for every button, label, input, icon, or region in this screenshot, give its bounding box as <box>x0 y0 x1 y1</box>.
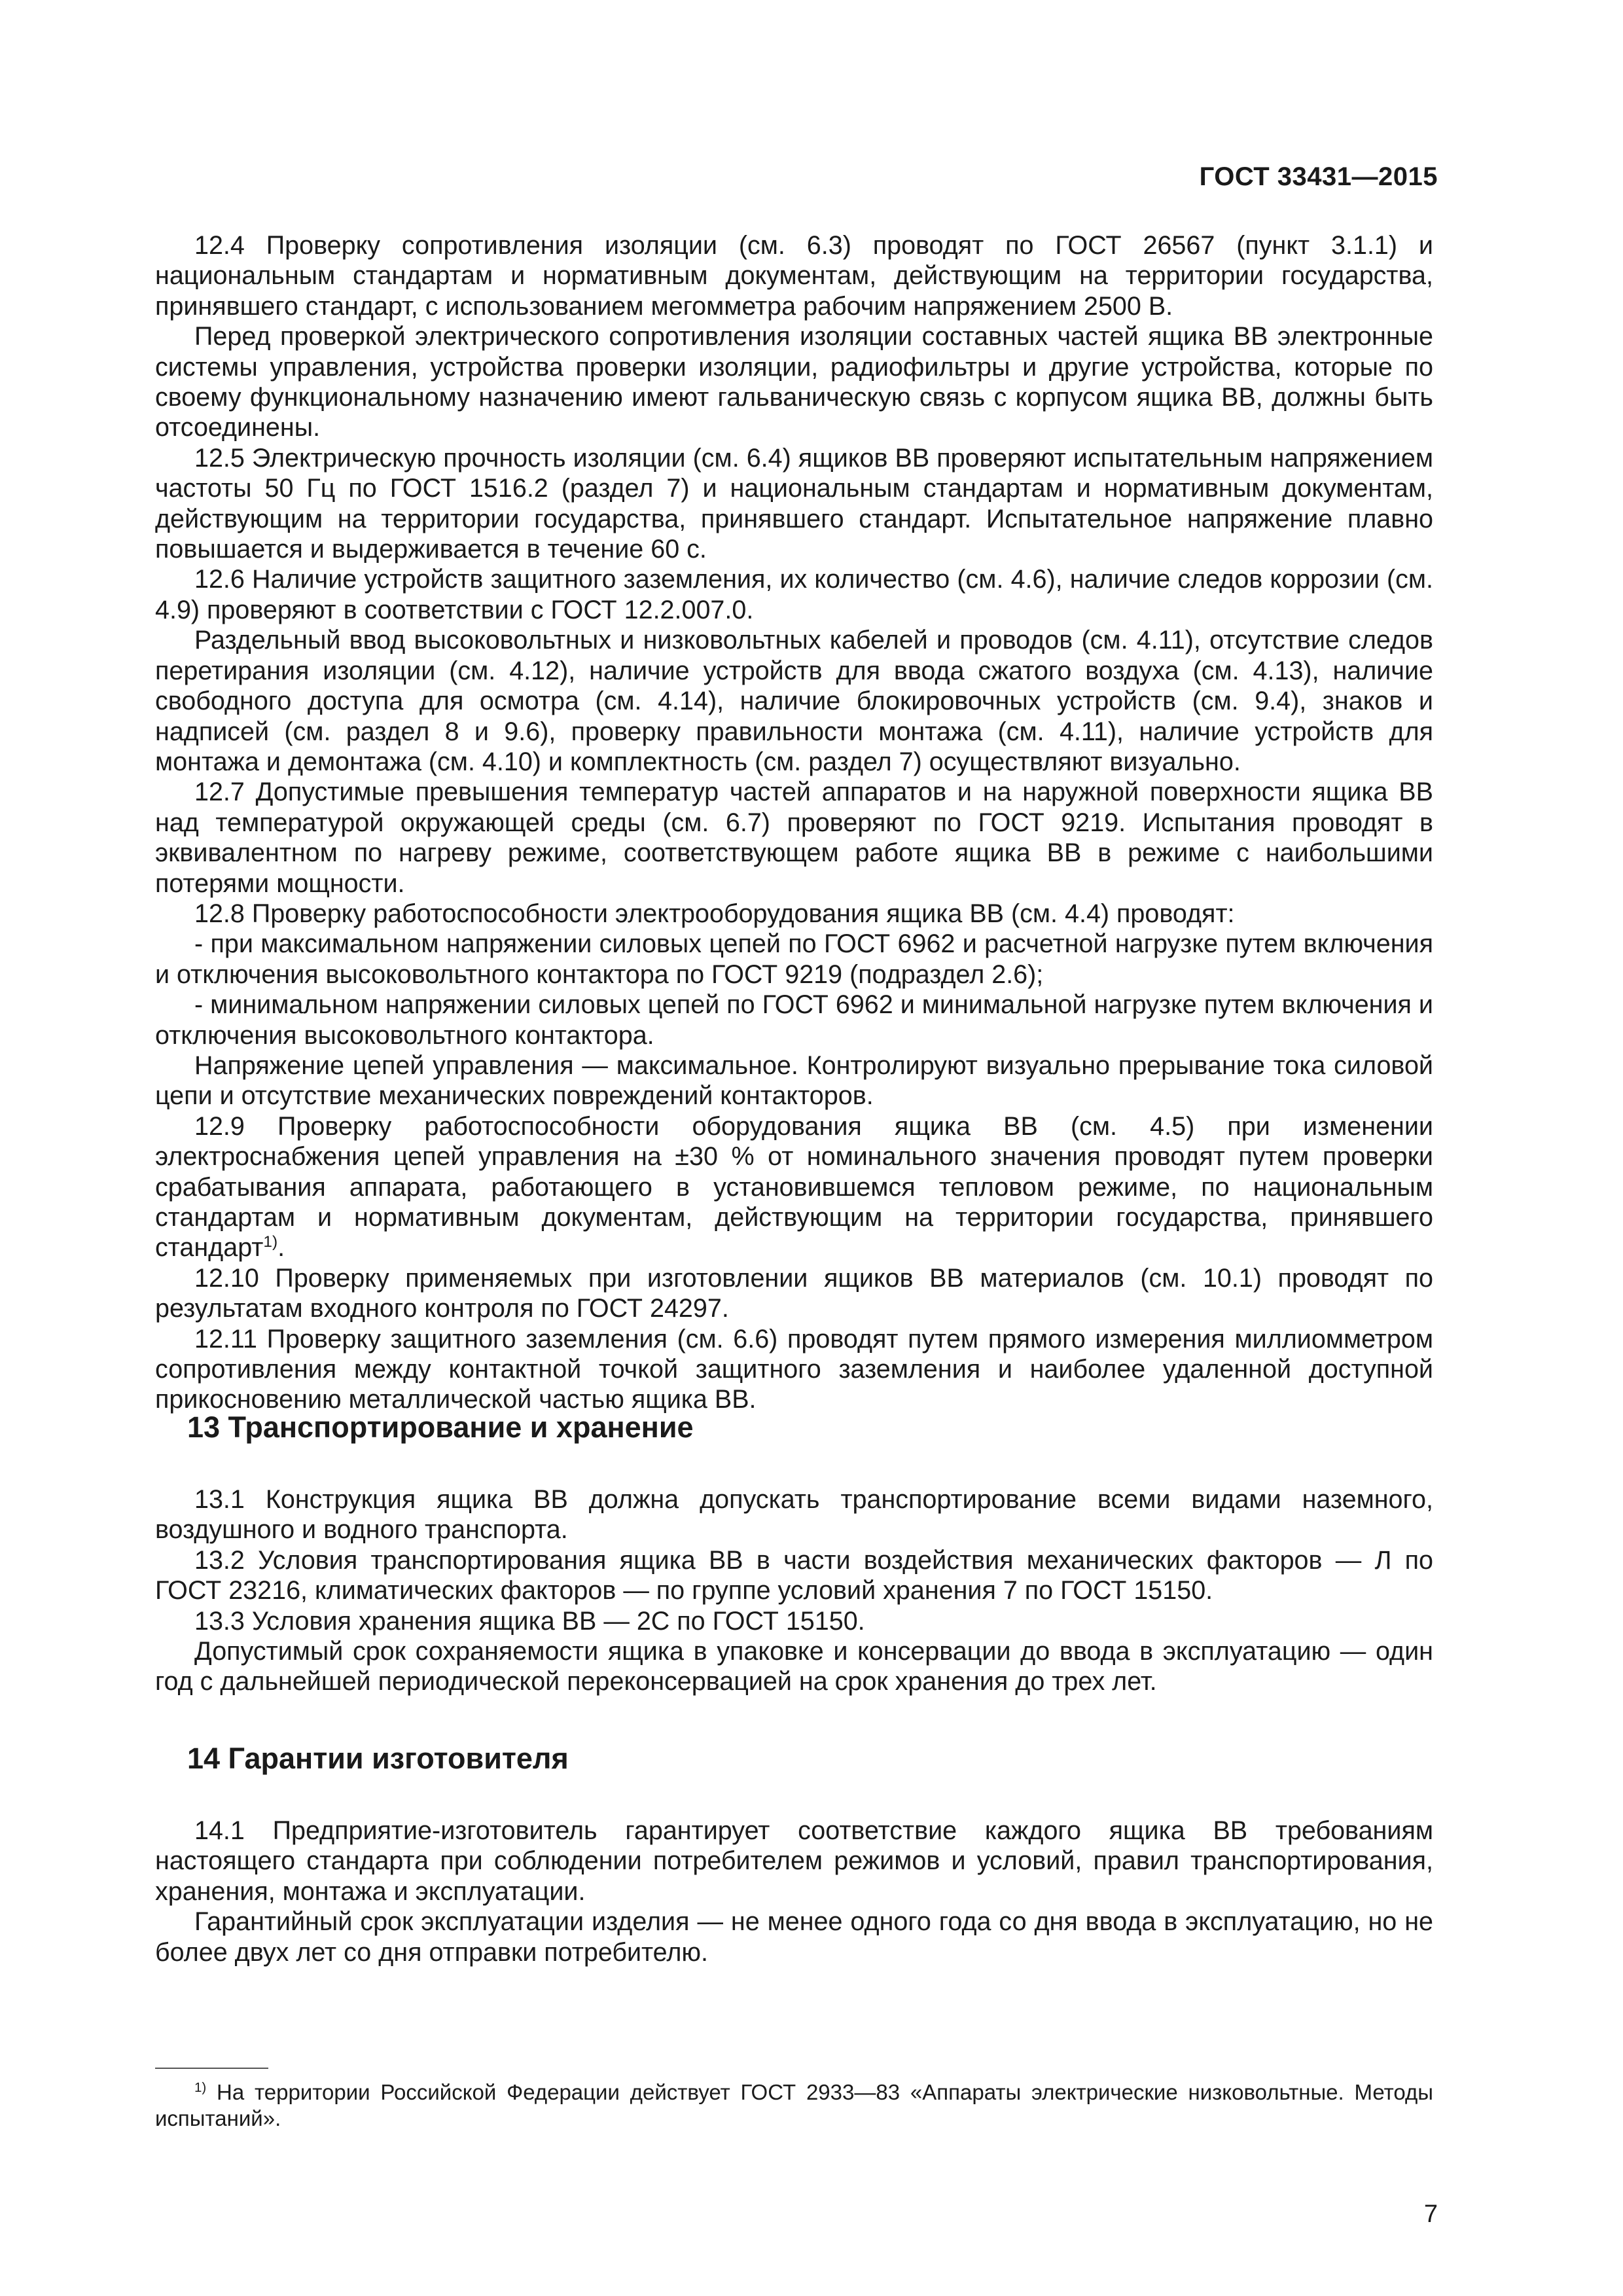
paragraph-12-8: 12.8 Проверку работоспособности электрооборудования ящика ВВ (см. 4.4) проводят: <box>194 899 1235 928</box>
paragraph-12-4: 12.4 Проверку сопротивления изоляции (см. 6.3) проводят по ГОСТ 26567 (пункт 3.1.1) и национальным стандартам и нормативным документам, действующим на территории государства, принявшего стандарт, с использованием мегомметра рабочим напряжением 2500 В. <box>155 231 1433 321</box>
paragraph-12-6: 12.6 Наличие устройств защитного заземления, их количество (см. 4.6), наличие следов коррозии (см. 4.9) проверяют в соответствии с ГОСТ 12.2.007.0. <box>155 565 1433 624</box>
paragraph-13-3: 13.3 Условия хранения ящика ВВ — 2С по ГОСТ 15150. <box>194 1606 865 1636</box>
paragraph-13-3-term: Допустимый срок сохраняемости ящика в упаковке и консервации до ввода в эксплуатацию — один год с дальнейшей периодической переконсервацией на срок хранения до трех лет. <box>155 1637 1433 1696</box>
section-14-heading: 14 Гарантии изготовителя <box>187 1742 569 1775</box>
section-13-body <box>155 1484 1433 1697</box>
paragraph-14-1-warranty: Гарантийный срок эксплуатации изделия — не менее одного года со дня ввода в эксплуатацию, но не более двух лет со дня отправки потребителю. <box>155 1907 1433 1967</box>
page-number: 7 <box>1423 2200 1438 2228</box>
paragraph-13-1: 13.1 Конструкция ящика ВВ должна допускать транспортирование всеми видами наземного, воздушного и водного транспорта. <box>155 1485 1433 1545</box>
paragraph-14-1: 14.1 Предприятие-изготовитель гарантирует соответствие каждого ящика ВВ требованиям настоящего стандарта при соблюдении потребителем режимов и условий, правил транспортирования, хранения, монтажа и эксплуатации. <box>155 1816 1433 1906</box>
paragraph-12-11: 12.11 Проверку защитного заземления (см. 6.6) проводят путем прямого измерения миллиомметром сопротивления между контактной точкой защитного заземления и наиболее удаленной доступной прикосновению металлической частью ящика ВВ. <box>155 1324 1433 1414</box>
footnote-reference[interactable]: 1) <box>263 1233 278 1251</box>
paragraph-12-9 <box>155 1111 1433 1263</box>
footnote-marker: 1) <box>194 2080 207 2095</box>
section-13-heading-block <box>155 1410 1433 1444</box>
paragraph-12-5: 12.5 Электрическую прочность изоляции (см. 6.4) ящиков ВВ проверяют испытательным напряжением частоты 50 Гц по ГОСТ 1516.2 (раздел 7) и национальным стандартам и нормативным документам, действующим на территории государства, принявшего стандарт. Испытательное напряжение плавно повышается и выдерживается в течение 60 с. <box>155 443 1433 564</box>
paragraph-12-8-control: Напряжение цепей управления — максимальное. Контролируют визуально прерывание тока силовой цепи и отсутствие механических повреждений контакторов. <box>155 1050 1433 1111</box>
section-13-heading: 13 Транспортирование и хранение <box>187 1410 694 1444</box>
list-item-min-voltage: - минимальном напряжении силовых цепей по ГОСТ 6962 и минимальной нагрузке путем включения и отключения высоковольтного контактора. <box>155 990 1433 1050</box>
footnote-text: На территории Российской Федерации действует ГОСТ 2933—83 «Аппараты электрические низковольтные. Методы испытаний». <box>155 2080 1433 2130</box>
footnote-divider <box>155 2068 268 2069</box>
section-14-heading-block <box>155 1742 1433 1776</box>
paragraph-12-6-visual: Раздельный ввод высоковольтных и низковольтных кабелей и проводов (см. 4.11), отсутствие следов перетирания изоляции (см. 4.12), наличие устройств для ввода сжатого воздуха (см. 4.13), наличие свободного доступа для осмотра (см. 4.14), наличие блокировочных устройств (см. 9.4), знаков и надписей (см. раздел 8 и 9.6), проверку правильности монтажа (см. 4.11), наличие устройств для монтажа и демонтажа (см. 4.10) и комплектность (см. раздел 7) осуществляют визуально. <box>155 626 1433 776</box>
list-item-max-voltage: - при максимальном напряжении силовых цепей по ГОСТ 6962 и расчетной нагрузке путем включения и отключения высоковольтного контактора по ГОСТ 9219 (подраздел 2.6); <box>155 929 1433 989</box>
paragraph-12-9-end: . <box>277 1233 285 1263</box>
paragraph-12-9-text: 12.9 Проверку работоспособности оборудования ящика ВВ (см. 4.5) при изменении электроснабжения цепей управления на ±30 % от номинального значения проводят путем проверки срабатывания аппарата, работающего в установившемся тепловом режиме, по национальным стандартам и нормативным документам, действующим на территории государства, принявшего стандарт <box>155 1111 1433 1263</box>
section-12-body <box>155 230 1433 1415</box>
paragraph-12-7: 12.7 Допустимые превышения температур частей аппаратов и на наружной поверхности ящика ВВ над температурой окружающей среды (см. 6.7) проверяют по ГОСТ 9219. Испытания проводят в эквивалентном по нагреву режиме, соответствующем работе ящика ВВ в режиме с наибольшими потерями мощности. <box>155 778 1433 898</box>
paragraph-13-2: 13.2 Условия транспортирования ящика ВВ в части воздействия механических факторов — Л по ГОСТ 23216, климатических факторов — по группе условий хранения 7 по ГОСТ 15150. <box>155 1545 1433 1605</box>
paragraph-12-4-note: Перед проверкой электрического сопротивления изоляции составных частей ящика ВВ электронные системы управления, устройства проверки изоляции, радиофильтры и другие устройства, которые по своему функциональному назначению имеют гальваническую связь с корпусом ящика ВВ, должны быть отсоединены. <box>155 322 1433 442</box>
document-header-id: ГОСТ 33431—2015 <box>1199 162 1438 191</box>
footnote <box>155 2079 1433 2132</box>
section-14-body <box>155 1816 1433 1967</box>
footnote-line <box>155 2079 1433 2132</box>
paragraph-12-10: 12.10 Проверку применяемых при изготовлении ящиков ВВ материалов (см. 10.1) проводят по результатам входного контроля по ГОСТ 24297. <box>155 1263 1433 1323</box>
